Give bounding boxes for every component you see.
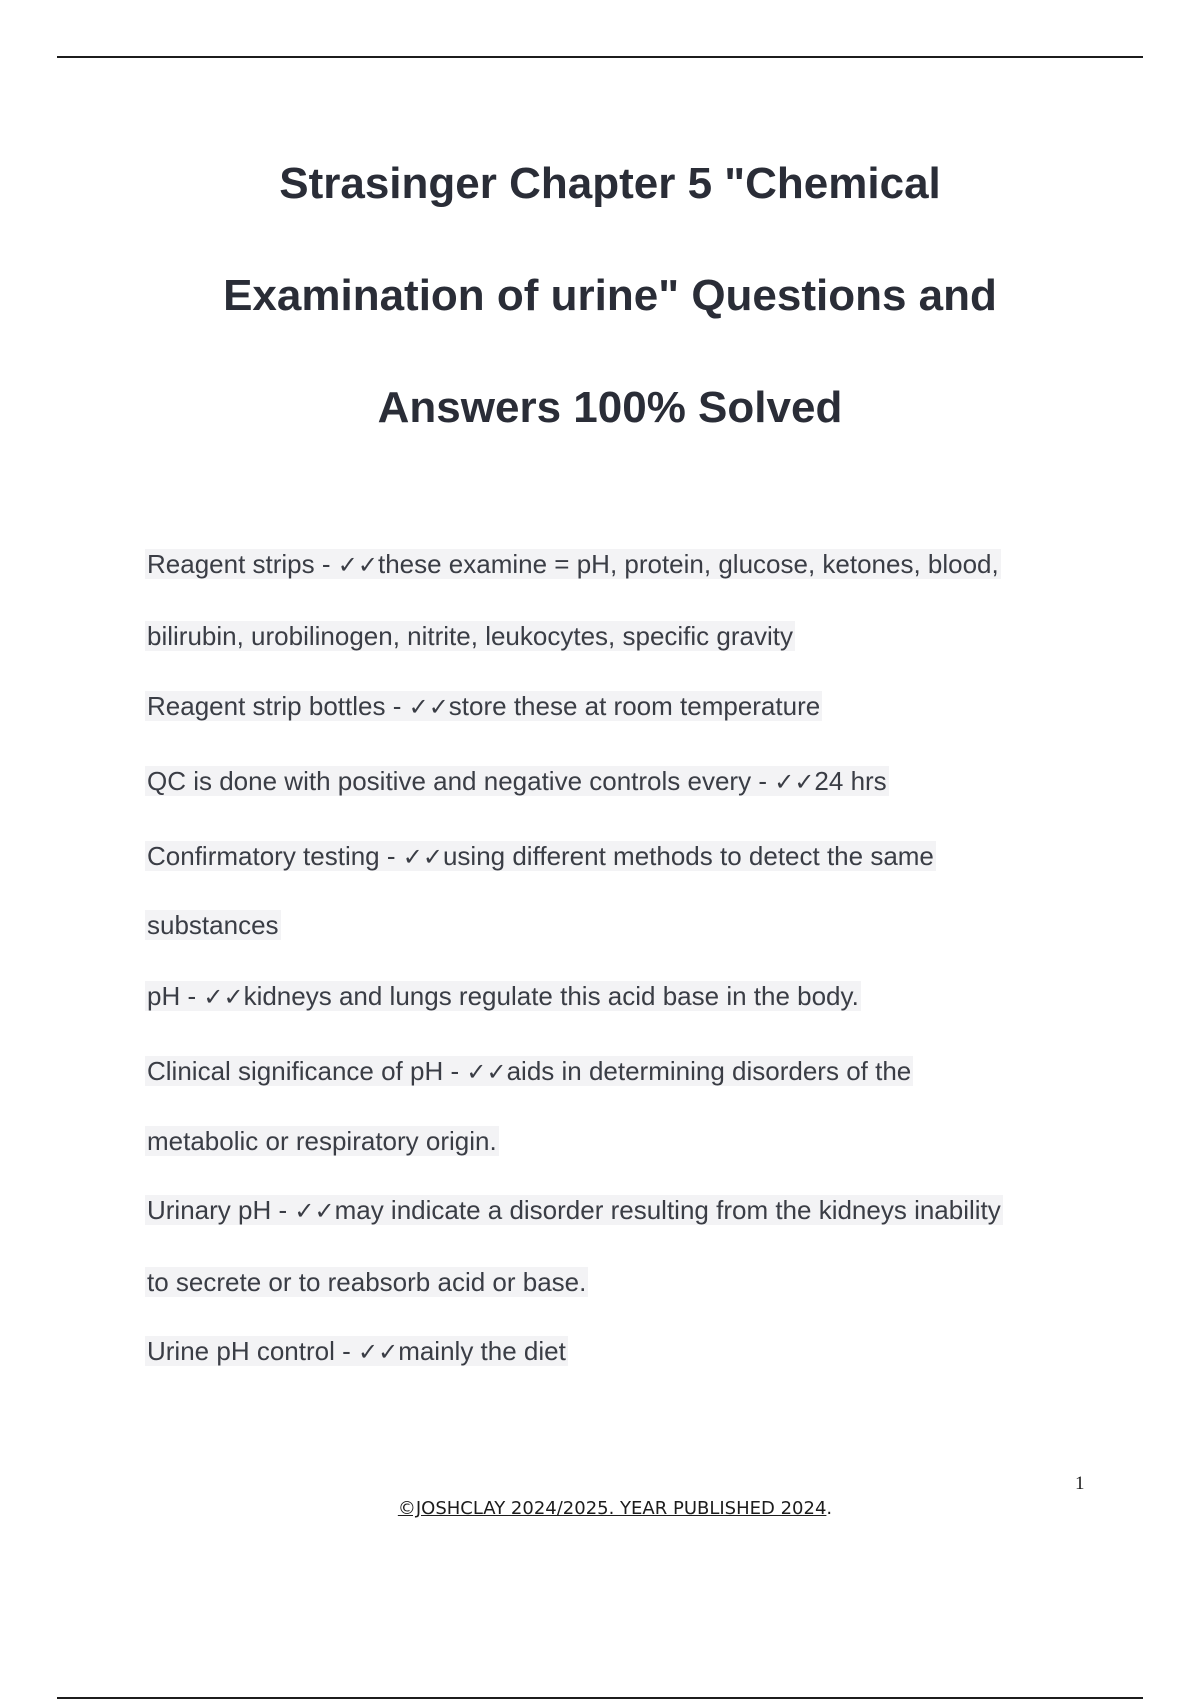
qa-term: Urinary pH -	[147, 1195, 295, 1225]
check-mark-icon: ✓✓	[294, 1197, 335, 1225]
title-line: Answers 100% Solved	[377, 383, 843, 432]
qa-term: Clinical significance of pH -	[147, 1056, 467, 1086]
qa-entry-line	[145, 905, 281, 945]
check-mark-icon: ✓✓	[203, 983, 244, 1011]
qa-entry-line	[145, 761, 889, 802]
qa-entry-line	[145, 616, 795, 656]
qa-entry-line	[145, 686, 822, 727]
check-mark-icon: ✓✓	[774, 768, 815, 796]
check-mark-icon: ✓✓	[402, 843, 443, 871]
copyright-footer	[0, 1498, 1200, 1519]
qa-answer: substances	[147, 910, 279, 940]
title-line: Examination of urine" Questions and	[223, 271, 997, 320]
qa-term: QC is done with positive and negative controls every -	[147, 766, 775, 796]
document-title	[120, 128, 1100, 464]
qa-entry-line	[145, 976, 861, 1017]
qa-entry-line	[145, 1121, 499, 1161]
qa-answer: 24 hrs	[814, 766, 887, 796]
qa-term: Reagent strip bottles -	[147, 691, 409, 721]
copyright-text: ©JOSHCLAY 2024/2025. YEAR PUBLISHED 2024	[397, 1498, 827, 1519]
check-mark-icon: ✓✓	[357, 1338, 399, 1366]
qa-answer: aids in determining disorders of the	[506, 1056, 912, 1086]
qa-entry-line	[145, 1262, 588, 1302]
qa-entry-line	[145, 836, 936, 877]
qa-answer: store these at room temperature	[448, 691, 821, 721]
page-number: 1	[1075, 1473, 1085, 1494]
qa-answer: may indicate a disorder resulting from the kidneys inability	[334, 1195, 1001, 1225]
check-mark-icon: ✓✓	[337, 551, 378, 579]
qa-answer: mainly the diet	[398, 1336, 566, 1366]
qa-answer: to secrete or to reabsorb acid or base.	[147, 1267, 587, 1297]
qa-term: pH -	[147, 981, 204, 1011]
check-mark-icon: ✓✓	[466, 1058, 507, 1086]
qa-answer: bilirubin, urobilinogen, nitrite, leukocytes, specific gravity	[147, 621, 793, 651]
bottom-rule	[57, 1697, 1143, 1699]
qa-term: Reagent strips -	[147, 549, 338, 579]
qa-entry-line	[145, 1331, 568, 1372]
qa-answer: kidneys and lungs regulate this acid base in the body.	[243, 981, 859, 1011]
qa-answer: these examine = pH, protein, glucose, ketones, blood,	[377, 549, 999, 579]
qa-answer: using different methods to detect the same	[442, 841, 934, 871]
qa-entry-line	[145, 1051, 913, 1092]
copyright-period: .	[826, 1498, 833, 1519]
qa-entry-line	[145, 544, 1001, 585]
qa-term: Confirmatory testing -	[147, 841, 403, 871]
title-line: Strasinger Chapter 5 "Chemical	[279, 159, 941, 208]
top-rule	[57, 56, 1143, 58]
qa-answer: metabolic or respiratory origin.	[147, 1126, 497, 1156]
qa-entry-line	[145, 1190, 1003, 1231]
check-mark-icon: ✓✓	[408, 693, 449, 721]
qa-term: Urine pH control -	[147, 1336, 358, 1366]
